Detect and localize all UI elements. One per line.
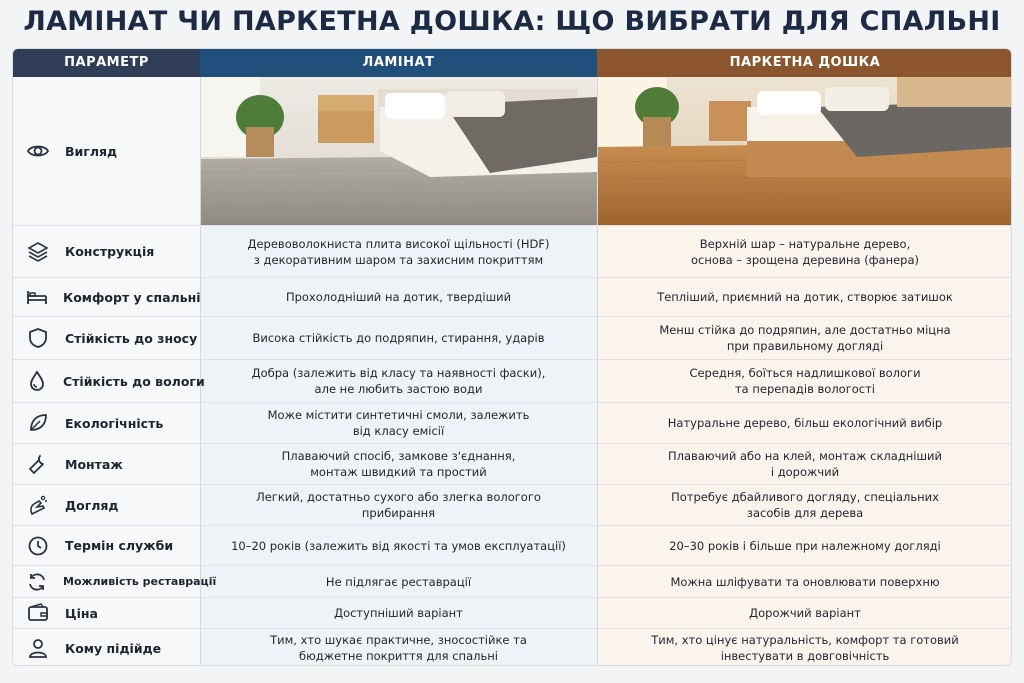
parquet-text-line: 20–30 років і більше при належному догляді xyxy=(669,538,941,553)
table-row xyxy=(13,225,1012,277)
param-cell xyxy=(13,77,200,225)
parquet-cell xyxy=(597,403,1012,443)
bed-icon xyxy=(25,284,49,310)
table-row xyxy=(13,628,1012,666)
laminate-text-line: Легкий, достатньо сухого або злегка вологого xyxy=(256,490,541,504)
table-row xyxy=(13,525,1012,565)
parquet-text-line: Натуральне дерево, більш екологічний вибір xyxy=(667,416,943,430)
laminate-text-line: монтаж швидкий та простий xyxy=(310,465,487,479)
table-row xyxy=(13,77,1012,225)
table-row xyxy=(13,597,1012,628)
layers-icon xyxy=(25,239,51,265)
laminate-cell xyxy=(200,278,597,316)
table-row xyxy=(13,565,1012,597)
laminate-cell xyxy=(200,485,597,525)
param-cell xyxy=(13,629,200,666)
laminate-cell xyxy=(200,566,597,597)
param-cell xyxy=(13,226,200,277)
table-row xyxy=(13,443,1012,484)
param-label: Конструкція xyxy=(65,244,155,259)
parquet-text-line: Верхній шар – натуральне дерево, xyxy=(699,236,911,251)
parquet-cell xyxy=(597,317,1012,359)
param-label: Ціна xyxy=(65,605,98,621)
laminate-text-line: Деревоволокниста плита високої щільності (HDF) xyxy=(247,236,550,251)
laminate-cell xyxy=(200,226,597,277)
parquet-text-line: основа – зрощена деревина (фанера) xyxy=(690,252,920,267)
param-cell xyxy=(13,485,200,525)
param-cell xyxy=(13,360,205,402)
parquet-cell xyxy=(597,278,1012,316)
parquet-text-line: інвестувати в довговічність xyxy=(720,649,890,663)
param-label: Термін служби xyxy=(65,538,174,553)
laminate-text-line: 10–20 років (залежить від якості та умов експлуатації) xyxy=(231,538,566,553)
param-cell xyxy=(13,317,200,359)
laminate-cell xyxy=(200,598,597,628)
parquet-cell xyxy=(597,444,1012,484)
parquet-cell xyxy=(597,226,1012,277)
param-cell xyxy=(13,278,200,316)
laminate-text-line: Не підлягає реставрації xyxy=(325,574,472,589)
table-row xyxy=(13,316,1012,359)
leaf-icon xyxy=(25,410,51,436)
parquet-text-line: Дорожчий варіант xyxy=(749,606,861,620)
page-title: ЛАМІНАТ ЧИ ПАРКЕТНА ДОШКА: ЩО ВИБРАТИ ДЛЯ СПАЛЬНІ xyxy=(23,6,1001,37)
parquet-text-line: Середня, боїться надлишкової вологи xyxy=(689,366,921,380)
laminate-text-line: Плаваючий спосіб, замкове з'єднання, xyxy=(281,449,516,463)
laminate-text-line: бюджетне покриття для спальні xyxy=(299,649,498,663)
laminate-cell xyxy=(200,403,597,443)
table-row xyxy=(13,277,1012,316)
laminate-text-line: Доступніший варіант xyxy=(334,606,463,620)
laminate-text-line: Прохолодніший на дотик, твердіший xyxy=(285,290,512,304)
laminate-cell xyxy=(200,526,597,565)
parquet-text-line: Тепліший, приємний на дотик, створює затишок xyxy=(657,290,953,304)
laminate-cell xyxy=(200,360,597,402)
param-label: Екологічність xyxy=(65,415,164,431)
wallet-icon xyxy=(25,600,51,626)
parquet-cell xyxy=(597,526,1012,565)
param-label: Вигляд xyxy=(65,143,118,159)
table-row xyxy=(13,359,1012,402)
shield-icon xyxy=(25,325,51,351)
laminate-text-line: прибирання xyxy=(361,506,436,520)
table-row xyxy=(13,484,1012,525)
param-label: Можливість реставрації xyxy=(63,575,217,588)
laminate-text-line: Висока стійкість до подряпин, стирання, ударів xyxy=(252,331,545,345)
cleaning-hand-icon xyxy=(25,492,51,518)
param-label: Монтаж xyxy=(65,456,123,472)
header-parquet: ПАРКЕТНА ДОШКА xyxy=(597,49,1012,77)
comparison-table xyxy=(12,48,1012,666)
param-cell xyxy=(13,566,217,597)
laminate-text-line: але не любить застою води xyxy=(314,382,483,396)
parquet-cell xyxy=(597,360,1012,402)
parquet-cell xyxy=(597,598,1012,628)
parquet-cell xyxy=(597,629,1012,666)
param-cell xyxy=(13,598,200,628)
laminate-text-line: від класу емісії xyxy=(352,424,445,438)
parquet-cell xyxy=(597,566,1012,597)
parquet-cell xyxy=(597,485,1012,525)
user-icon xyxy=(25,635,51,661)
laminate-text-line: Може містити синтетичні смоли, залежить xyxy=(267,408,530,422)
param-label: Комфорт у спальні xyxy=(63,289,201,305)
param-label: Стійкість до зносу xyxy=(65,330,198,346)
refresh-icon xyxy=(25,569,49,595)
parquet-text-line: та перепадів вологості xyxy=(734,382,875,396)
header-laminate: ЛАМІНАТ xyxy=(200,49,597,77)
param-label: Догляд xyxy=(65,497,119,513)
param-cell xyxy=(13,403,200,443)
laminate-text-line: Тим, хто шукає практичне, зносостійке та xyxy=(270,633,527,647)
param-label: Кому підійде xyxy=(65,640,162,656)
wrench-icon xyxy=(25,451,51,477)
parquet-text-line: Тим, хто цінує натуральність, комфорт та готовий xyxy=(651,633,959,647)
parquet-text-line: Можна шліфувати та оновлювати поверхню xyxy=(670,574,940,589)
laminate-cell xyxy=(200,444,597,484)
eye-icon xyxy=(25,138,51,164)
param-cell xyxy=(13,526,200,565)
table-row xyxy=(13,402,1012,443)
parquet-text-line: Плаваючий або на клей, монтаж складніший xyxy=(668,449,942,463)
header-param: ПАРАМЕТР xyxy=(13,49,200,77)
parquet-text-line: засобів для дерева xyxy=(746,506,864,520)
laminate-text-line: з декоративним шаром та захисним покриттям xyxy=(253,252,544,267)
parquet-text-line: і дорожчий xyxy=(770,465,840,479)
param-label: Стійкість до вологи xyxy=(63,373,205,389)
laminate-cell xyxy=(200,317,597,359)
water-drop-icon xyxy=(25,368,49,394)
parquet-text-line: Потребує дбайливого догляду, спеціальних xyxy=(671,490,939,504)
parquet-text-line: Менш стійка до подряпин, але достатньо міцна xyxy=(659,323,951,337)
param-cell xyxy=(13,444,200,484)
clock-icon xyxy=(25,533,51,559)
laminate-text-line: Добра (залежить від класу та наявності фаски), xyxy=(251,366,546,380)
laminate-cell xyxy=(200,629,597,666)
parquet-text-line: при правильному догляді xyxy=(726,339,884,353)
